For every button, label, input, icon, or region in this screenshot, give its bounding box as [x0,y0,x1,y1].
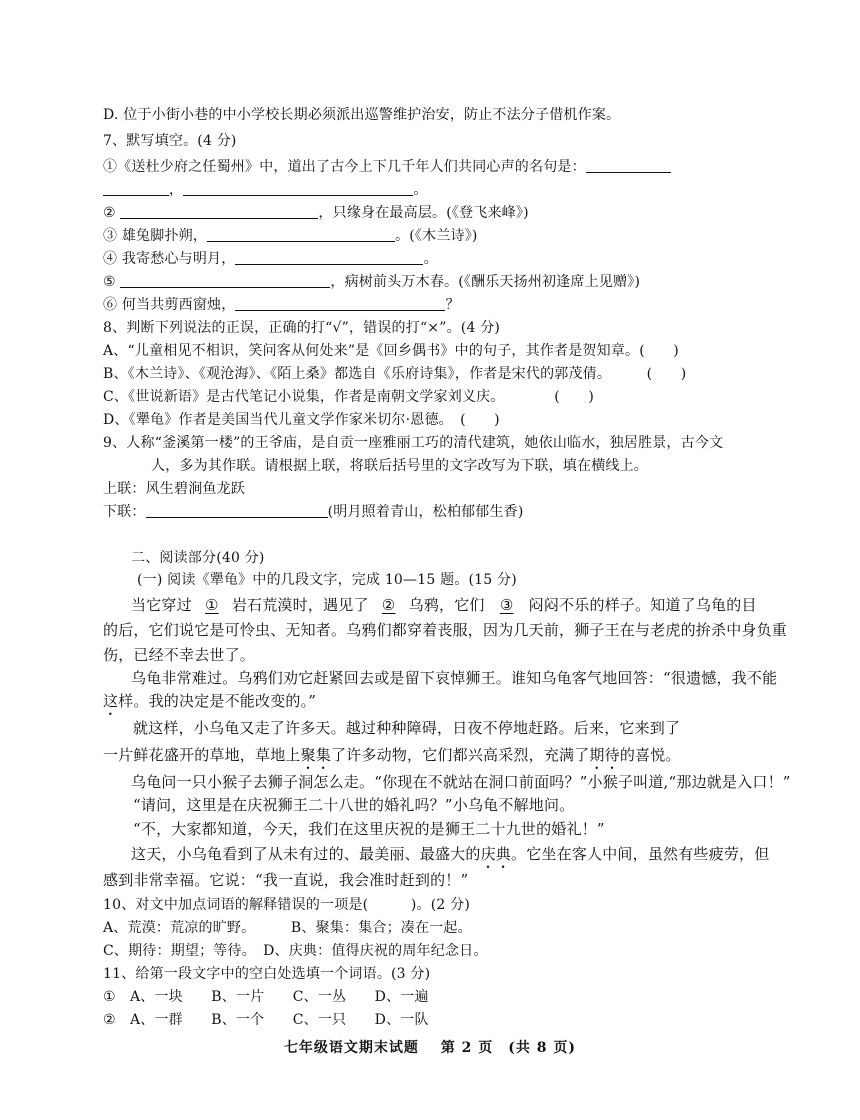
p7-dotted-word-celebration: 庆典 [480,845,512,863]
q7-item5-blank[interactable] [120,273,330,288]
p3-dotted-word-expect: 期待 [589,746,620,764]
p1-text-a: 当它穿过 [131,596,192,614]
passage-p7-line2: 感到非常幸福。它说：“我一直说，我会准时赶到的！” [103,871,469,889]
p7-text-c: 。它坐在客人中间，虽然有些疲劳，但 [511,845,770,863]
q7-item4-prefix: ④ 我寄愁心与明月， [103,251,236,267]
q9-lower-hint: (明月照着青山，松柏郁郁生香) [327,504,524,520]
q7-item2-suffix: ，只缘身在最高层。(《登飞来峰》) [318,205,529,221]
q7-item1-blank-a[interactable] [586,158,671,173]
q7-item2 [103,203,529,223]
q9-line1: 9、人称“釜溪第一楼”的王爷庙，是自贡一座雅丽工巧的清代建筑，她依山临水，独居胜景，古今文 [103,435,724,451]
footer-exam-title: 七年级语文期末试题 [283,1040,419,1056]
q7-item3-suffix: 。(《木兰诗》) [395,228,478,244]
p7-text-a: 这天，小乌龟看到了从未有过的、最美丽、最盛大的 [131,845,481,863]
passage-p2-line1: 乌龟非常难过。乌鸦们劝它赶紧回去或是留下哀悼狮王。谁知乌龟客气地回答：“很遗憾，我不能 [131,669,778,687]
section2-subtitle: (一) 阅读《犟龟》中的几段文字，完成 10—15 题。(15 分) [137,572,517,588]
q11-row2: ② A、一群 B、一个 C、一只 D、一队 [103,1012,429,1028]
q7-item4 [103,249,438,269]
p3-dotted-word-gather: 聚集 [300,746,332,764]
q7-item5-number: ⑤ [103,274,116,290]
p2-text: 样。我的决定是不能改变的。” [118,692,317,710]
passage-p2-line2 [103,690,316,719]
q7-item5 [103,272,640,292]
q6-option-d: D. 位于小街小巷的中小学校长期必须派出巡警维护治安，防止不法分子借机作案。 [103,107,621,123]
page-footer [0,1037,860,1057]
q9-line2: 人，多为其作联。请根据上联，将联后括号里的文字改写为下联，填在横线上。 [151,458,648,474]
p3-text-a: 一片鲜花盛开的草地，草地上 [103,746,301,764]
q11-title: 11、给第一段文字中的空白处选填一个词语。(3 分) [103,966,431,982]
q7-item6-blank[interactable] [235,296,445,311]
q7-item1-cont [103,180,427,200]
q9-lower-prefix: 下联： [103,504,146,520]
q9-upper-couplet: 上联：风生碧涧鱼龙跃 [103,481,245,497]
passage-p1-line3: 伤，已经不幸去世了。 [103,646,256,664]
section2-title: 二、阅读部分(40 分) [131,550,265,566]
q9-lower-couplet [103,502,524,522]
p2-dotted-char: 这 [103,692,119,710]
q7-title: 7、默写填空。(4 分) [103,133,237,149]
passage-p5: “请问，这里是在庆祝狮王二十八世的婚礼吗？”小乌龟不解地问。 [133,796,575,814]
period-text: 。 [413,182,428,198]
passage-p1-line2: 的后，它们说它是可怜虫、无知者。乌鸦们都穿着丧服，因为几天前，狮子王在与老虎的拚杀中身负重 [103,621,788,639]
q7-item6-prefix: ⑥ 何当共剪西窗烛， [103,297,236,313]
passage-p3-line2 [103,744,681,773]
q10-options-ab: A、荒漠：荒凉的旷野。 B、聚集：集合；凑在一起。 [103,920,472,936]
p1-blank-2[interactable]: ② [381,596,396,614]
p1-blank-1[interactable]: ① [204,596,219,614]
p1-blank-3[interactable]: ③ [499,596,514,614]
q8-statement-a: A、“儿童相见不相识，笑问客从何处来”是《回乡偶书》中的句子，其作者是贺知章。( ) [103,343,679,359]
p3-text-e: 的喜悦。 [619,746,681,764]
q7-item3-prefix: ③ 雄兔脚扑朔， [103,228,208,244]
p1-text-d: 乌鸦，它们 [408,596,485,614]
q8-title: 8、判断下列说法的正误，正确的打“√”，错误的打“×”。(4 分) [103,320,501,336]
q8-statement-b: B、《木兰诗》、《观沧海》、《陌上桑》都选自《乐府诗集》，作者是宋代的郭茂倩。 ( ) [103,366,687,382]
q7-item1-prompt: ①《送杜少府之任蜀州》中，道出了古今上下几千年人们共同心声的名句是： [103,159,586,175]
q7-item1-blank-b[interactable] [103,181,169,196]
p1-text-e: 闷闷不乐的样子。知道了乌龟的目 [528,596,757,614]
q7-item4-blank[interactable] [235,250,423,265]
q11-row1: ① A、一块 B、一片 C、一丛 D、一遍 [103,989,429,1005]
passage-p1-line1 [131,594,757,616]
q7-item2-number: ② [103,205,116,221]
q7-item1-blank-c[interactable] [183,181,413,196]
q7-item3 [103,226,478,246]
q7-item6-suffix: ？ [445,297,460,313]
q9-lower-blank[interactable] [146,503,328,518]
passage-p3-line1: 就这样，小乌龟又走了许多天。越过种种障碍，日夜不停地赶路。后来，它来到了 [133,719,681,737]
q7-item5-suffix: ，病树前头万木春。(《酬乐天扬州初逢席上见赠》) [330,274,641,290]
p1-text-c: 岩石荒漠时，遇见了 [231,596,369,614]
p3-text-c: 了许多动物，它们都兴高采烈，充满了 [331,746,590,764]
comma-text: ， [169,182,184,198]
q8-statement-d: D、《犟龟》作者是美国当代儿童文学作家米切尔·恩德。 ( ) [103,412,500,428]
q10-options-cd: C、期待：期望；等待。 D、庆典：值得庆祝的周年纪念日。 [103,943,488,959]
q7-item6 [103,295,460,315]
q7-item2-blank[interactable] [120,204,318,219]
passage-p6: “不，大家都知道，今天，我们在这里庆祝的是狮王二十九世的婚礼！” [133,820,605,838]
period-text: 。 [423,251,438,267]
footer-page-number: 第 2 页 (共 8 页) [440,1040,577,1056]
passage-p7-line1 [131,843,769,872]
q7-item3-blank[interactable] [207,227,395,242]
passage-p4: 乌龟问一只小猴子去狮子洞怎么走。“你现在不就站在洞口前面吗？”小猴子叫道,“那边就是入口！” [131,773,791,791]
q10-title: 10、对文中加点词语的解释错误的一项是( )。(2 分) [103,897,471,913]
q7-item1 [103,157,671,177]
q8-statement-c: C、《世说新语》是古代笔记小说集，作者是南朝文学家刘义庆。 ( ) [103,389,595,405]
